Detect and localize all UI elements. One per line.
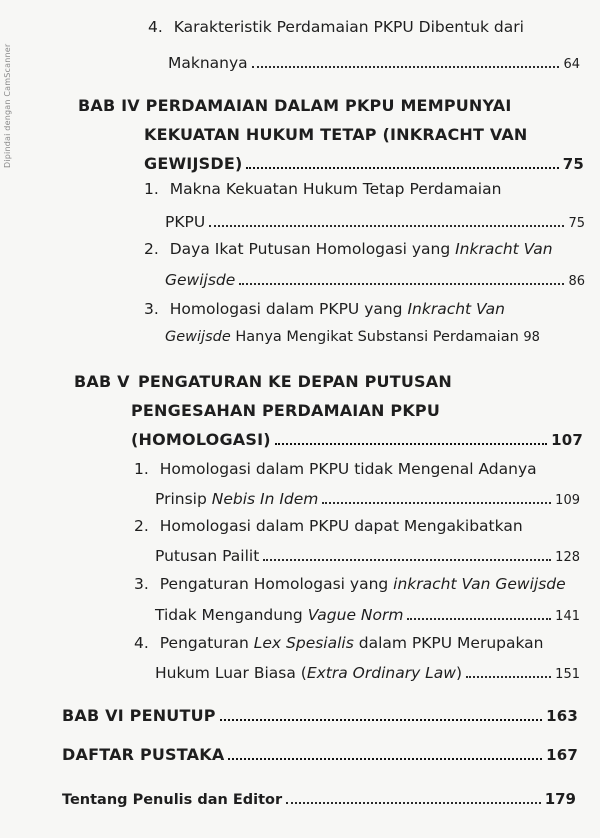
entry-title: Homologasi dalam PKPU tidak Mengenal Adanya [159, 460, 537, 478]
chapter-4-title-cont: KEKUATAN HUKUM TETAP (INKRACHT VAN [144, 125, 528, 144]
section-5-4-line2 [155, 664, 580, 682]
chapter-5-title-cont: PENGESAHAN PERDAMAIAN PKPU [131, 401, 441, 420]
leader-dots [263, 558, 551, 561]
entry-number: 3. [134, 575, 149, 593]
entry-title-cont: Putusan Pailit [155, 547, 260, 565]
page-number: 109 [555, 493, 580, 508]
entry-title: Homologasi dalam PKPU dapat Mengakibatkan [159, 517, 523, 535]
leader-dots [286, 801, 541, 804]
page-number: 86 [568, 274, 585, 289]
page-number: 179 [544, 790, 576, 808]
chapter-5-label: BAB V [74, 372, 130, 391]
leader-dots [239, 282, 564, 285]
section-4-3-line2 [165, 329, 540, 345]
leader-dots [322, 501, 551, 504]
page-number: 75 [568, 216, 585, 231]
entry-number: 2. [144, 240, 159, 258]
toc-entry-4-line2 [168, 54, 580, 72]
chapter-4-title-last: GEWIJSDE) [144, 154, 243, 173]
page-number: 141 [555, 609, 580, 624]
page-number: 98 [523, 330, 540, 345]
chapter-6-label: BAB VI PENUTUP [62, 706, 216, 725]
section-4-3-line1 [144, 300, 505, 318]
entry-number: 4. [148, 18, 163, 36]
entry-title-cont: Tidak Mengandung Vague Norm [155, 606, 404, 624]
page-number: 167 [546, 746, 578, 764]
leader-dots [220, 718, 542, 721]
leader-dots [275, 442, 547, 445]
chapter-6-title [62, 706, 578, 725]
section-4-2-line1 [144, 240, 553, 258]
entry-title-italic: Lex Spesialis [253, 634, 354, 652]
bibliography-title [62, 745, 578, 764]
chapter-5-title-end [131, 430, 583, 449]
page-number: 107 [551, 431, 583, 449]
entry-title-italic: Gewijsde [165, 329, 231, 345]
entry-title: Karakteristik Perdamaian PKPU Dibentuk dari [173, 18, 524, 36]
section-5-2-line1 [134, 517, 523, 535]
entry-title-cont: Hanya Mengikat Substansi Perdamaian [230, 329, 524, 345]
scanner-watermark: Dipindai dengan CamScanner [3, 43, 12, 168]
leader-dots [407, 617, 551, 620]
page-number: 128 [555, 550, 580, 565]
chapter-5-title-last: (HOMOLOGASI) [131, 430, 271, 449]
entry-title: Daya Ikat Putusan Homologasi yang [169, 240, 456, 258]
leader-dots [228, 757, 542, 760]
entry-title-cont: PKPU [165, 213, 206, 231]
leader-dots [209, 224, 564, 227]
leader-dots [252, 65, 560, 68]
entry-title: dalam PKPU Merupakan [353, 634, 544, 652]
entry-number: 1. [144, 180, 159, 198]
section-5-2-line2 [155, 547, 580, 565]
entry-number: 2. [134, 517, 149, 535]
about-authors-label: Tentang Penulis dan Editor [62, 792, 283, 808]
entry-title-cont: Hukum Luar Biasa (Extra Ordinary Law) [155, 664, 463, 682]
chapter-4-title-end [144, 154, 584, 173]
section-5-4-line1 [134, 634, 544, 652]
section-5-1-line2 [155, 490, 580, 508]
bibliography-label: DAFTAR PUSTAKA [62, 745, 225, 764]
section-5-1-line1 [134, 460, 537, 478]
about-authors-title [62, 790, 576, 808]
chapter-4-title: BAB IV PERDAMAIAN DALAM PKPU MEMPUNYAI [78, 96, 512, 115]
entry-number: 4. [134, 634, 149, 652]
entry-title: Makna Kekuatan Hukum Tetap Perdamaian [169, 180, 502, 198]
entry-title-cont: Gewijsde [165, 271, 236, 289]
entry-title-italic: inkracht Van Gewijsde [393, 575, 566, 593]
page-number: 151 [555, 667, 580, 682]
section-5-3-line2 [155, 606, 580, 624]
entry-number: 3. [144, 300, 159, 318]
chapter-5-title: PENGATURAN KE DEPAN PUTUSAN [138, 372, 452, 391]
section-4-1-line2 [165, 213, 585, 231]
entry-title-italic: Inkracht Van [407, 300, 505, 318]
page-number: 75 [562, 155, 584, 173]
toc-entry-4-line1 [148, 18, 524, 36]
entry-title: Homologasi dalam PKPU yang [169, 300, 408, 318]
entry-title: Pengaturan [159, 634, 254, 652]
leader-dots [466, 675, 551, 678]
page-number: 64 [563, 57, 580, 72]
entry-title: Pengaturan Homologasi yang [159, 575, 394, 593]
entry-title-cont: Prinsip Nebis In Idem [155, 490, 319, 508]
section-4-2-line2 [165, 271, 585, 289]
entry-title-italic: Inkracht Van [455, 240, 553, 258]
page-number: 163 [546, 707, 578, 725]
entry-title-cont: Maknanya [168, 54, 248, 72]
leader-dots [246, 166, 558, 169]
section-5-3-line1 [134, 575, 566, 593]
section-4-1-line1 [144, 180, 501, 198]
entry-number: 1. [134, 460, 149, 478]
